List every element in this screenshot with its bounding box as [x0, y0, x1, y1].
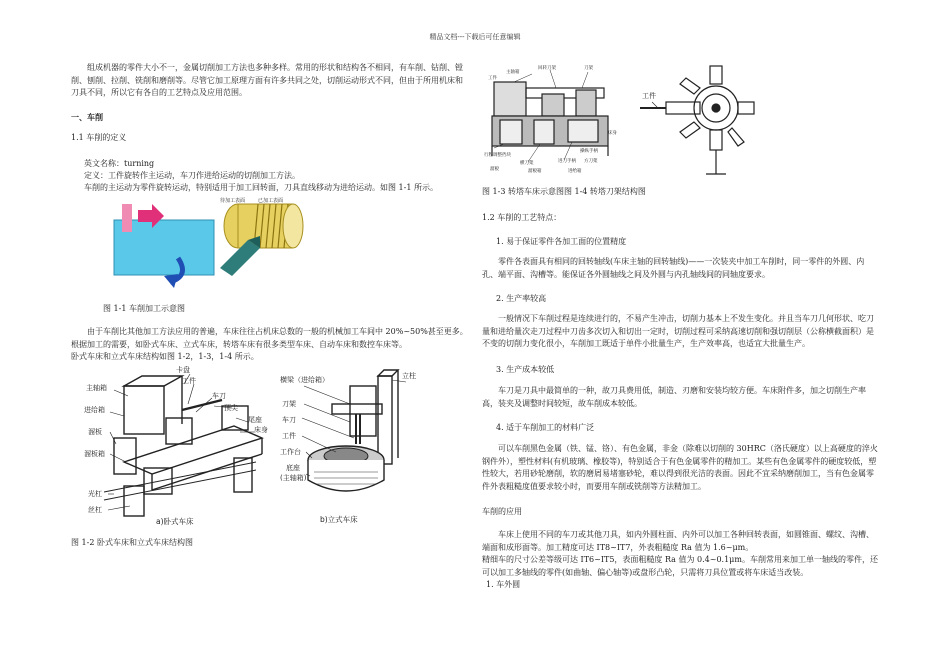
label-bed: 床身: [254, 426, 268, 434]
caption-vertical-lathe: b)立式车床: [320, 515, 358, 524]
label-operating-handle: 操纵手柄: [580, 149, 598, 154]
application-title: 车削的应用: [482, 507, 522, 516]
page-header: 精品文档---下载后可任意编辑: [429, 33, 521, 41]
label-turret-toolpost: 刀架: [584, 66, 593, 71]
base: [308, 460, 384, 491]
label-column: 立柱: [402, 372, 416, 380]
carriage: [166, 418, 192, 444]
label-tailstock: 尾座: [248, 416, 262, 424]
label-base: 底座: [286, 464, 300, 472]
gearbox: [114, 438, 136, 474]
figure-1-2-caption: 图 1-2 卧式车床和立式车床结构图: [71, 538, 193, 547]
label-slide: 溜板: [88, 428, 102, 436]
point-2-body: 一般情况下车削过程是连续进行的，不易产生冲击，切削力基本上不发生变化。并且当车刀几何形状、吃刀量和进给量次走刀过程中刀齿多次切入和切出一定时，切削过程可采纳高速切削和强切削层（公称横截面积）是不变的切削力变化很小，车削加工既适于单件小批量生产，生产效率高，也适宜大批量生产。: [482, 314, 874, 349]
application-body: 车床上使用不同的车刀或其他刀具，如内外圆柱面、内外可以加工各种回转表面，如圆锥面、螺纹、沟槽、端面和成形面等。加工精度可达 IT8~IT7，外表粗糙度 Ra 值为 1.6~μm。 精细车的尺寸公差等级可达 IT6~IT5，表面粗糙度 Ra 值为 0.4~0.1μm。车削常用来加工单一轴线的零件，还可以加工多轴线的零件(如曲轴、偏心轴等)或盘形凸轮，只需将刀具位置或将车床适当改装。 1. 车外圆: [482, 530, 878, 590]
point-1-body: 零件各表面具有相同的回转轴线(车床主轴的回转轴线)——一次装夹中加工车削时，同一零件的外圆、内孔、端平面、沟槽等。能保证各外圆轴线之间及外圆与内孔轴线间的同轴度要求。: [482, 257, 865, 279]
caption-horizontal-lathe: a)卧式车床: [156, 517, 194, 526]
figure-1-4-turret-head: [636, 64, 756, 180]
figure-1-1-turning-diagram: [108, 196, 318, 296]
figure-1-3-turret-lathe: [484, 64, 624, 176]
point-4-body: 可以车削黑色金属（铁、锰、铬）、有色金属，非金（除难以切削的 30HRC（洛氏硬度）以上高硬度的淬火钢件外），塑性材料(有机玻璃、橡胶等)，特别适合于有色金属零件的精加工。某些有色金属零件的硬度较低，塑性较大，若用砂轮磨削，软的磨屑易堵塞砂轮，难以得到很光洁的表面。因此不宜采纳磨削加工，当有色金属零件外表粗糙度值要求较小时，而要用车削或铣削等方法精加工。: [482, 444, 878, 491]
column: [378, 376, 392, 464]
label-tool-holder: 刀架: [282, 400, 296, 408]
label-center: 顶尖: [224, 404, 238, 412]
crossbeam: [332, 404, 382, 414]
point-2-title: 2. 生产率较高: [496, 294, 547, 303]
label-turret-bed: 床身: [608, 131, 617, 136]
definition-text: 定义：工件旋转作主运动，车刀作进给运动的切削加工方法。: [84, 171, 300, 180]
label-square-toolpost: 方刀架: [584, 159, 598, 164]
label-feed-rod: 光杠: [88, 490, 102, 498]
label-turret-workpiece: 工件: [488, 76, 497, 81]
intro-paragraph: 组成机器的零件大小不一，金属切削加工方法也多种多样。常用的形状和结构各不相同，有车削、钻削、镗削、刨削、拉削、铣削和磨削等。尽管它加工原理方面有许多共同之处，切削运动形式不同，但由于所用机床和刀具不同，所以它有各自的工艺特点及应用范围。: [71, 63, 463, 98]
figure-1-2a-lathe: [84, 366, 274, 526]
label-turret-apron: 溜板箱: [528, 169, 542, 174]
label-spindle-box: (主轴箱): [280, 474, 307, 482]
subsection-1-1: 1.1 车削的定义: [71, 133, 127, 142]
label-crossbeam: 横梁（进给箱）: [280, 376, 329, 384]
label-workpiece: 工件: [182, 377, 196, 385]
subsection-1-2: 1.2 车削的工艺特点：: [482, 213, 562, 222]
label-turret-head-workpiece: 工件: [642, 92, 656, 100]
label-lead-screw: 丝杠: [88, 506, 102, 514]
label-vertical-workpiece: 工件: [282, 432, 296, 440]
point-3-body: 车刀是刀具中最简单的一种，故刀具费用低，制造、刃磨和安装均较方便。车床附件多，加之切削生产率高，装夹及调整时间较短，故车削成本较低。: [482, 386, 866, 408]
label-unmachined: 待加工表面: [220, 198, 246, 204]
figure-1-1-caption: 图 1-1 车削加工示意图: [103, 304, 185, 313]
label-turret-slide: 溜板: [490, 167, 499, 172]
label-chuck: 卡盘: [176, 366, 190, 374]
label-apron: 溜板箱: [84, 450, 105, 458]
section-title-turning: 一、车削: [71, 112, 103, 122]
headstock: [124, 386, 164, 434]
label-feed-handle: 进刀手柄: [558, 159, 576, 164]
label-worktable: 工作台: [280, 448, 301, 456]
figure-1-3-1-4-caption: 图 1-3 转塔车床示意图图 1-4 转塔刀架结构图: [482, 187, 646, 196]
main-motion-text: 车削的主运动为零件旋转运动，特别适用于加工回转面，刀具直线移动为进给运动。如图 1-1 所示。: [84, 183, 438, 192]
point-1-title: 1. 易于保证零件各加工面的位置精度: [496, 237, 627, 246]
label-turret-headstock: 主轴箱: [506, 70, 520, 75]
label-feed-box: 进给箱: [84, 406, 105, 414]
compare-paragraph: 由于车削比其他加工方法应用的普遍，车床往往占机床总数的一般的机械加工车间中 20%~50%甚至更多。根据加工的需要，如卧式车床、立式车床，转塔车床有很多类型车床、自动车床和数控车床等。 卧式车床和立式车床结构如图 1-2，1-3，1-4 所示。: [71, 327, 468, 362]
english-name: 英文名称：turning: [84, 159, 155, 168]
label-headstock: 主轴箱: [86, 384, 107, 392]
point-4-title: 4. 适于车削加工的材料广泛: [496, 423, 595, 432]
label-tool: 车刀: [212, 392, 226, 400]
label-vertical-tool: 车刀: [282, 416, 296, 424]
label-turret-feedbox: 进给箱: [568, 169, 582, 174]
label-turret: 回转刀架: [538, 66, 556, 71]
point-3-title: 3. 生产成本较低: [496, 365, 555, 374]
label-machined: 已加工表面: [258, 198, 284, 204]
label-stop-block: 行程调整挡块: [484, 153, 511, 158]
figure-1-2b-vertical-lathe: [280, 368, 430, 526]
pink-marker: [122, 204, 132, 232]
label-cross-slide: 横刀架: [520, 161, 534, 166]
